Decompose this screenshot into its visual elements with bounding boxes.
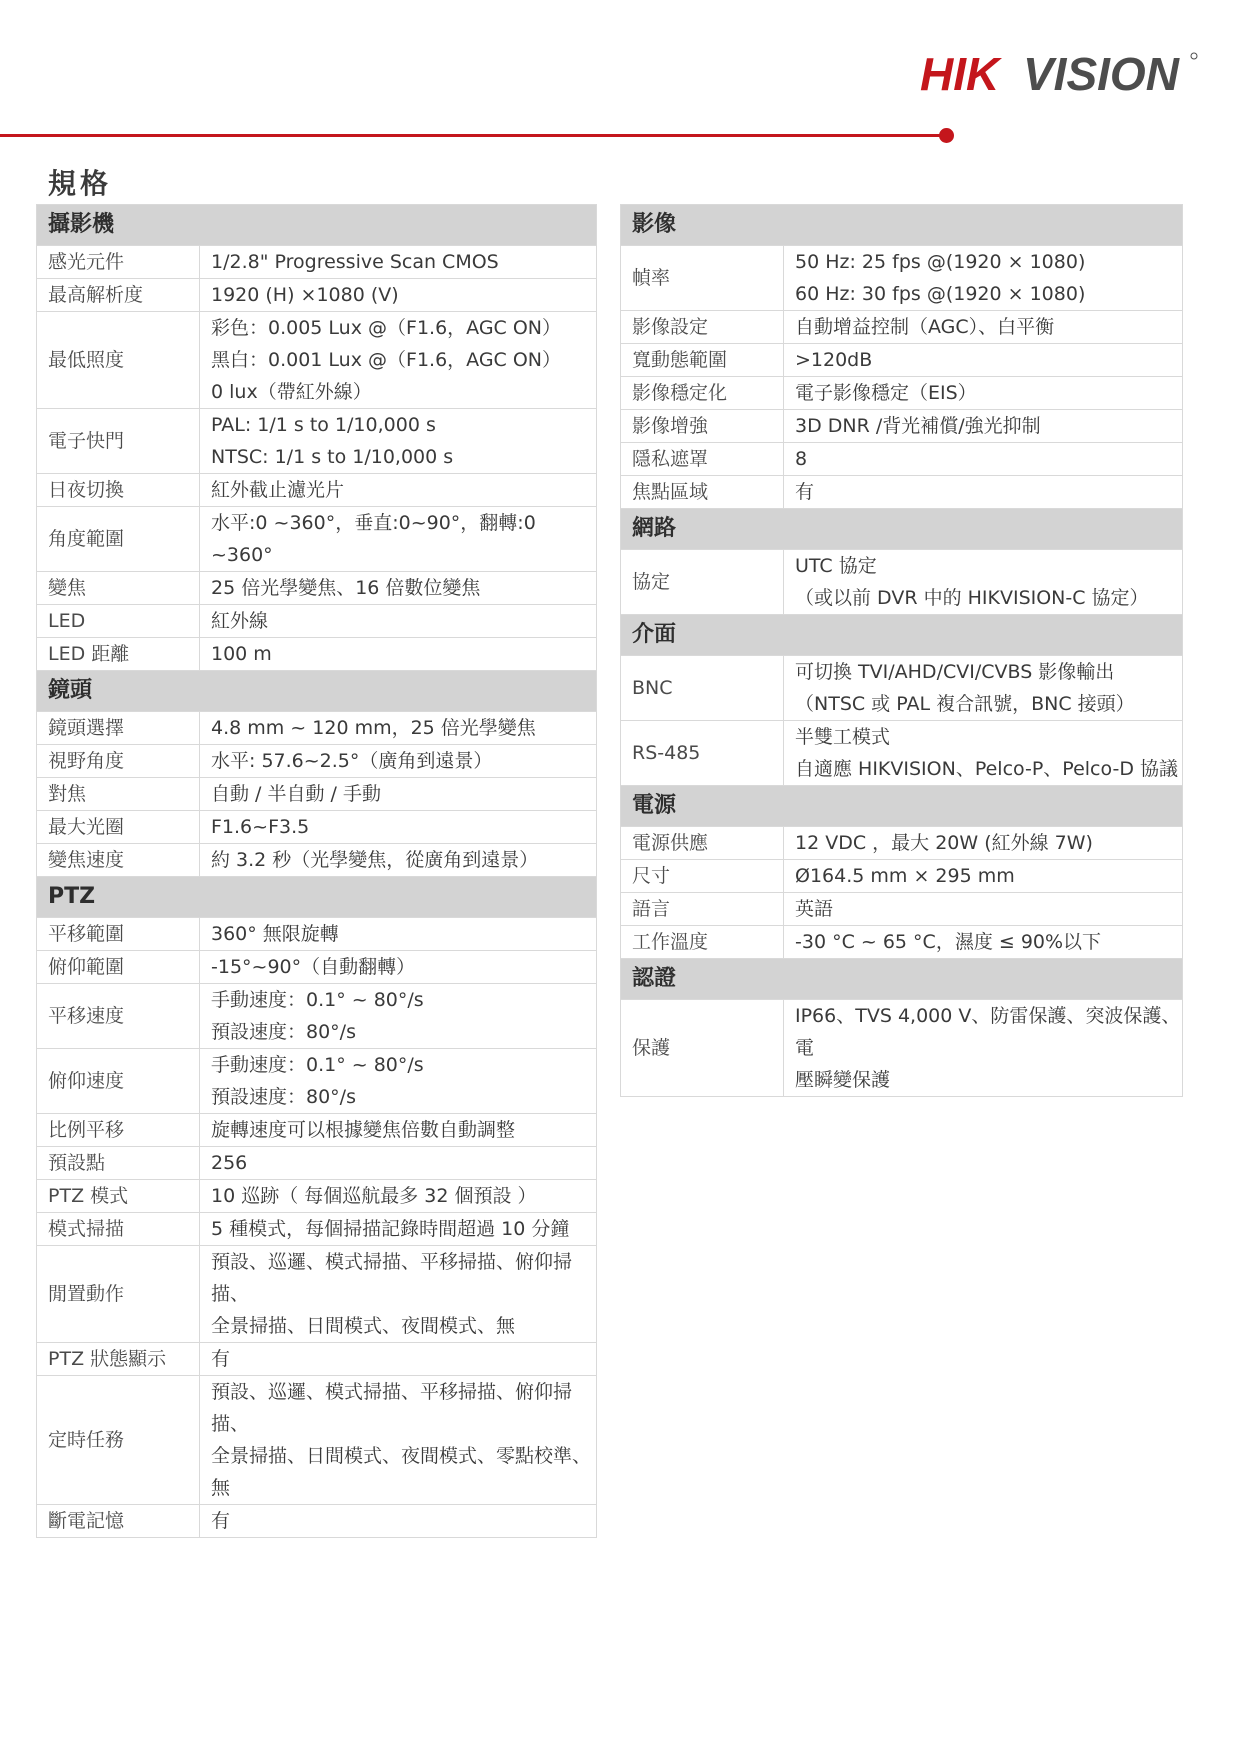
spec-label: 俯仰範圍 <box>37 951 200 984</box>
spec-label: 視野角度 <box>37 745 200 778</box>
spec-value <box>200 1246 597 1343</box>
spec-label: 語言 <box>621 893 784 926</box>
spec-row <box>37 474 597 507</box>
spec-value <box>784 246 1183 311</box>
spec-label: 幀率 <box>621 246 784 311</box>
spec-value-line: 有 <box>795 481 815 503</box>
spec-label: 模式掃描 <box>37 1213 200 1246</box>
right-spec-table <box>620 204 1183 1097</box>
spec-row <box>37 279 597 312</box>
spec-value-line: 預設速度：80°/s <box>211 1086 356 1108</box>
left-spec-table <box>36 204 597 1538</box>
spec-value-line: 256 <box>211 1152 248 1174</box>
spec-value <box>200 712 597 745</box>
spec-label: 俯仰速度 <box>37 1049 200 1114</box>
spec-row <box>621 246 1183 311</box>
spec-value <box>200 572 597 605</box>
spec-value <box>200 951 597 984</box>
spec-row <box>621 476 1183 509</box>
spec-value-line: 自動增益控制（AGC）、白平衡 <box>795 316 1055 338</box>
spec-row <box>621 311 1183 344</box>
spec-value-line: IP66、TVS 4,000 V、防雷保護、突波保護、電 <box>795 1005 1181 1059</box>
spec-label: 影像增強 <box>621 410 784 443</box>
spec-row <box>621 1000 1183 1097</box>
spec-value <box>784 893 1183 926</box>
spec-value-line: （NTSC 或 PAL 複合訊號，BNC 接頭） <box>795 693 1135 715</box>
spec-label: 影像設定 <box>621 311 784 344</box>
spec-row <box>621 721 1183 786</box>
spec-value-line: 彩色：0.005 Lux @（F1.6，AGC ON） <box>211 317 562 339</box>
spec-value-line: 半雙工模式 <box>795 726 891 748</box>
spec-value-line: 有 <box>211 1510 231 1532</box>
spec-value-line: 全景掃描、日間模式、夜間模式、零點校準、 <box>211 1445 592 1467</box>
spec-label: 電子快門 <box>37 409 200 474</box>
spec-value <box>200 638 597 671</box>
spec-row <box>37 1505 597 1538</box>
spec-label: 變焦速度 <box>37 844 200 877</box>
spec-value <box>784 926 1183 959</box>
spec-row <box>621 893 1183 926</box>
spec-row <box>621 410 1183 443</box>
spec-row <box>37 312 597 409</box>
spec-value-line: 電子影像穩定（EIS） <box>795 382 977 404</box>
spec-value-line: 100 m <box>211 643 272 665</box>
spec-value-line: 約 3.2 秒（光學變焦，從廣角到遠景） <box>211 849 539 871</box>
spec-label: 影像穩定化 <box>621 377 784 410</box>
spec-value-line: 可切換 TVI/AHD/CVI/CVBS 影像輸出 <box>795 661 1115 683</box>
spec-label: 比例平移 <box>37 1114 200 1147</box>
spec-value-line: 360° 無限旋轉 <box>211 923 339 945</box>
spec-label: 定時任務 <box>37 1376 200 1505</box>
spec-value-line: 1/2.8" Progressive Scan CMOS <box>211 251 499 273</box>
spec-value-line: -15°~90°（自動翻轉） <box>211 956 416 978</box>
spec-value-line: 有 <box>211 1348 231 1370</box>
section-title: 電源 <box>621 786 1183 827</box>
spec-label: 平移速度 <box>37 984 200 1049</box>
section-title: 影像 <box>621 205 1183 246</box>
spec-value-line: Ø164.5 mm × 295 mm <box>795 865 1015 887</box>
spec-row <box>37 1376 597 1505</box>
spec-value <box>784 860 1183 893</box>
spec-row <box>37 811 597 844</box>
spec-row <box>37 507 597 572</box>
spec-value-line: 水平:0 ~360°，垂直:0~90°，翻轉:0 ~360° <box>211 512 536 566</box>
spec-value <box>200 312 597 409</box>
spec-label: 最低照度 <box>37 312 200 409</box>
spec-row <box>37 1213 597 1246</box>
spec-value-line: 50 Hz: 25 fps @(1920 × 1080) <box>795 251 1086 273</box>
section-header <box>37 205 597 246</box>
spec-row <box>621 344 1183 377</box>
spec-value-line: 水平: 57.6~2.5°（廣角到遠景） <box>211 750 493 772</box>
section-header <box>621 205 1183 246</box>
spec-label: 平移範圍 <box>37 918 200 951</box>
spec-value-line: 8 <box>795 448 808 470</box>
spec-value-line: 1920 (H) ×1080 (V) <box>211 284 399 306</box>
spec-row <box>37 951 597 984</box>
spec-value <box>784 656 1183 721</box>
spec-row <box>621 550 1183 615</box>
spec-label: 協定 <box>621 550 784 615</box>
spec-label: 最高解析度 <box>37 279 200 312</box>
spec-value <box>200 984 597 1049</box>
header-divider-dot <box>939 128 954 143</box>
spec-value-line: NTSC: 1/1 s to 1/10,000 s <box>211 446 454 468</box>
spec-label: 保護 <box>621 1000 784 1097</box>
spec-row <box>37 1147 597 1180</box>
spec-value <box>200 1213 597 1246</box>
spec-row <box>37 918 597 951</box>
spec-value-line: 自適應 HIKVISION、Pelco-P、Pelco-D 協議 <box>795 758 1179 780</box>
section-title: 攝影機 <box>37 205 597 246</box>
spec-value <box>200 1147 597 1180</box>
spec-value-line: 全景掃描、日間模式、夜間模式、無 <box>211 1315 516 1337</box>
spec-value <box>200 1343 597 1376</box>
spec-value <box>200 279 597 312</box>
spec-value-line: 壓瞬變保護 <box>795 1069 891 1091</box>
page-title: 規格 <box>48 167 113 200</box>
spec-label: 寬動態範圍 <box>621 344 784 377</box>
spec-value <box>200 844 597 877</box>
spec-value-line: UTC 協定 <box>795 555 877 577</box>
section-header <box>37 877 597 918</box>
spec-label: RS-485 <box>621 721 784 786</box>
spec-value <box>200 605 597 638</box>
spec-label: 預設點 <box>37 1147 200 1180</box>
spec-value <box>200 745 597 778</box>
spec-row <box>37 1049 597 1114</box>
section-title: 鏡頭 <box>37 671 597 712</box>
spec-label: LED <box>37 605 200 638</box>
spec-row <box>37 1114 597 1147</box>
spec-value <box>784 476 1183 509</box>
spec-label: PTZ 模式 <box>37 1180 200 1213</box>
spec-value-line: 4.8 mm ~ 120 mm，25 倍光學變焦 <box>211 717 536 739</box>
spec-value <box>200 246 597 279</box>
spec-value-line: F1.6~F3.5 <box>211 816 310 838</box>
spec-row <box>621 827 1183 860</box>
svg-text:HIK: HIK <box>920 48 1000 98</box>
spec-row <box>621 860 1183 893</box>
spec-value-line: 紅外截止濾光片 <box>211 479 345 501</box>
spec-row <box>621 377 1183 410</box>
spec-row <box>621 656 1183 721</box>
spec-value <box>784 377 1183 410</box>
spec-row <box>37 605 597 638</box>
section-title: 認證 <box>621 959 1183 1000</box>
spec-value <box>200 1049 597 1114</box>
spec-value <box>200 409 597 474</box>
spec-label: 閒置動作 <box>37 1246 200 1343</box>
section-title: PTZ <box>37 877 597 918</box>
spec-value-line: 預設、巡邏、模式掃描、平移掃描、俯仰掃描、 <box>211 1381 573 1435</box>
spec-value <box>784 827 1183 860</box>
spec-value-line: 紅外線 <box>211 610 269 632</box>
spec-value <box>784 721 1183 786</box>
section-header <box>621 959 1183 1000</box>
hikvision-logo <box>918 48 1200 98</box>
spec-value <box>200 1376 597 1505</box>
spec-value <box>784 443 1183 476</box>
spec-row <box>37 745 597 778</box>
spec-row <box>37 844 597 877</box>
spec-label: BNC <box>621 656 784 721</box>
spec-value-line: 5 種模式，每個掃描記錄時間超過 10 分鐘 <box>211 1218 570 1240</box>
spec-value-line: 25 倍光學變焦、16 倍數位變焦 <box>211 577 481 599</box>
spec-value <box>784 410 1183 443</box>
spec-value-line: 手動速度：0.1° ~ 80°/s <box>211 1054 424 1076</box>
spec-value-line: 黑白：0.001 Lux @（F1.6，AGC ON） <box>211 349 562 371</box>
spec-value-line: 10 巡跡（ 每個巡航最多 32 個預設 ） <box>211 1185 537 1207</box>
spec-value-line: 英語 <box>795 898 834 920</box>
spec-value-line: 12 VDC ，最大 20W (紅外線 7W) <box>795 832 1093 854</box>
spec-value <box>784 1000 1183 1097</box>
spec-value-line: 旋轉速度可以根據變焦倍數自動調整 <box>211 1119 516 1141</box>
spec-value-line: 手動速度：0.1° ~ 80°/s <box>211 989 424 1011</box>
spec-value-line: PAL: 1/1 s to 1/10,000 s <box>211 414 436 436</box>
spec-row <box>37 1246 597 1343</box>
spec-label: 斷電記憶 <box>37 1505 200 1538</box>
spec-value-line: 自動 / 半自動 / 手動 <box>211 783 381 805</box>
spec-value <box>784 550 1183 615</box>
spec-value-line: 3D DNR /背光補償/強光抑制 <box>795 415 1041 437</box>
spec-value <box>200 507 597 572</box>
spec-label: LED 距離 <box>37 638 200 671</box>
spec-value-line: 無 <box>211 1477 231 1499</box>
spec-label: 角度範圍 <box>37 507 200 572</box>
spec-row <box>37 638 597 671</box>
spec-value-line: 預設、巡邏、模式掃描、平移掃描、俯仰掃描、 <box>211 1251 573 1305</box>
spec-value <box>200 811 597 844</box>
spec-value <box>784 311 1183 344</box>
spec-row <box>37 409 597 474</box>
section-title: 介面 <box>621 615 1183 656</box>
spec-row <box>37 1343 597 1376</box>
spec-label: PTZ 狀態顯示 <box>37 1343 200 1376</box>
section-title: 網路 <box>621 509 1183 550</box>
section-header <box>621 615 1183 656</box>
spec-label: 對焦 <box>37 778 200 811</box>
spec-value <box>784 344 1183 377</box>
spec-value-line: 預設速度：80°/s <box>211 1021 356 1043</box>
spec-label: 隱私遮罩 <box>621 443 784 476</box>
spec-row <box>37 712 597 745</box>
spec-value <box>200 474 597 507</box>
spec-label: 感光元件 <box>37 246 200 279</box>
spec-value <box>200 778 597 811</box>
spec-label: 鏡頭選擇 <box>37 712 200 745</box>
spec-label: 日夜切換 <box>37 474 200 507</box>
spec-row <box>37 778 597 811</box>
spec-label: 電源供應 <box>621 827 784 860</box>
svg-text:VISION: VISION <box>1023 48 1179 98</box>
spec-value-line: 60 Hz: 30 fps @(1920 × 1080) <box>795 283 1086 305</box>
spec-label: 焦點區域 <box>621 476 784 509</box>
spec-label: 尺寸 <box>621 860 784 893</box>
spec-value <box>200 918 597 951</box>
spec-value <box>200 1505 597 1538</box>
section-header <box>621 509 1183 550</box>
spec-value <box>200 1114 597 1147</box>
spec-row <box>37 1180 597 1213</box>
spec-row <box>37 984 597 1049</box>
header-divider <box>0 134 940 137</box>
spec-value-line: -30 °C ~ 65 °C，濕度 ≤ 90%以下 <box>795 931 1102 953</box>
spec-value-line: >120dB <box>795 349 873 371</box>
spec-label: 工作溫度 <box>621 926 784 959</box>
spec-label: 最大光圈 <box>37 811 200 844</box>
spec-row <box>621 926 1183 959</box>
spec-row <box>621 443 1183 476</box>
spec-row <box>37 572 597 605</box>
spec-value <box>200 1180 597 1213</box>
spec-row <box>37 246 597 279</box>
section-header <box>37 671 597 712</box>
spec-value-line: 0 lux（帶紅外線） <box>211 381 372 403</box>
spec-label: 變焦 <box>37 572 200 605</box>
section-header <box>621 786 1183 827</box>
spec-value-line: （或以前 DVR 中的 HIKVISION-C 協定） <box>795 587 1149 609</box>
